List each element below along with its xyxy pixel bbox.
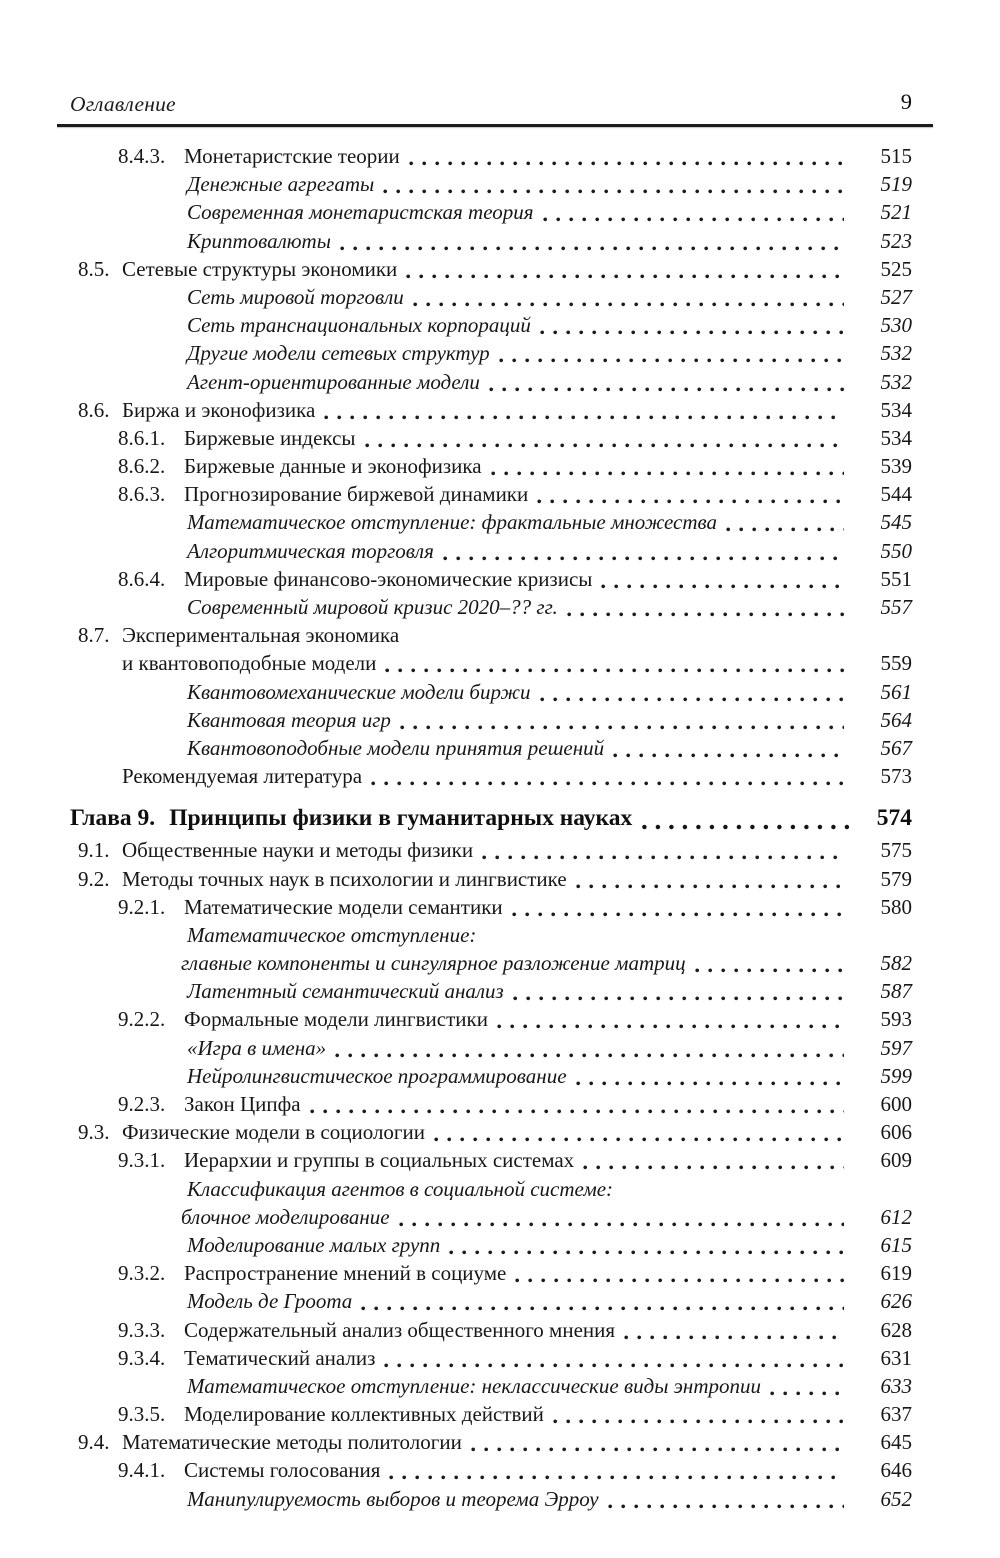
dot-leader	[553, 1400, 844, 1428]
entry-page: 551	[880, 566, 912, 591]
entry-title: Распространение мнений в социуме	[184, 1261, 507, 1286]
entry-page: 515	[880, 144, 912, 168]
dot-leader	[489, 368, 844, 396]
toc-entry	[0, 734, 912, 762]
toc-entry	[0, 1316, 912, 1344]
entry-title: Тематический анализ	[184, 1345, 376, 1370]
dot-leader	[613, 734, 844, 762]
entry-title: Криптовалюты	[187, 228, 331, 253]
entry-number: 9.4.1.	[118, 1458, 166, 1483]
entry-title: Математическое отступление: фрактальные множества	[187, 510, 717, 535]
entry-title: Содержательный анализ общественного мнения	[184, 1317, 616, 1342]
dot-leader	[406, 255, 844, 283]
dot-leader	[449, 1231, 844, 1259]
dot-leader	[482, 836, 844, 864]
toc-entry	[0, 706, 912, 734]
dot-leader	[537, 480, 844, 508]
entry-title: Квантовомеханические модели биржи	[187, 679, 531, 704]
dot-leader	[310, 1090, 844, 1118]
toc-entry	[0, 1400, 912, 1428]
entry-page: 523	[880, 228, 912, 253]
toc-entry	[0, 593, 912, 621]
toc-entry	[0, 255, 912, 283]
toc-entry	[0, 678, 912, 706]
dot-leader	[601, 565, 844, 593]
entry-page: 519	[880, 172, 912, 197]
toc-entry	[0, 142, 912, 170]
dot-leader	[434, 1118, 844, 1146]
dot-leader	[567, 593, 844, 621]
toc-entry	[0, 1428, 912, 1456]
entry-page	[864, 1175, 912, 1203]
toc-entry	[0, 424, 912, 452]
toc-entry	[0, 1203, 912, 1231]
entry-title: Модель де Гроота	[187, 1289, 353, 1314]
dot-leader	[624, 1316, 844, 1344]
dot-leader	[499, 339, 844, 367]
entry-title: Квантовоподобные модели принятия решений	[187, 735, 605, 760]
entry-page: 557	[880, 595, 912, 619]
entry-number: 9.3.5.	[118, 1402, 166, 1427]
toc-entry	[0, 977, 912, 1005]
entry-title: Другие модели сетевых структур	[187, 341, 490, 366]
toc-entry	[0, 452, 912, 480]
entry-page: 599	[880, 1063, 912, 1088]
entry-number: 9.1.	[78, 838, 110, 863]
entry-page: 521	[880, 200, 912, 225]
entry-page: 534	[880, 425, 912, 450]
entry-title: Закон Ципфа	[184, 1092, 301, 1116]
entry-page: 580	[880, 894, 912, 919]
entry-title: Современная монетаристская теория	[187, 200, 534, 225]
dot-leader	[583, 1146, 844, 1174]
entry-page: 628	[880, 1317, 912, 1342]
entry-number: Глава 9.	[70, 805, 156, 832]
entry-title: Биржевые индексы	[184, 425, 356, 450]
entry-number: 8.6.	[78, 397, 110, 422]
dot-leader	[515, 1259, 844, 1287]
entry-title: Манипулируемость выборов и теорема Эрроу	[187, 1486, 599, 1511]
entry-title: Прогнозирование биржевой динамики	[184, 482, 529, 507]
toc-entry	[0, 1146, 912, 1174]
entry-number: 9.2.3.	[118, 1092, 166, 1116]
entry-page: 530	[880, 313, 912, 338]
entry-page: 527	[880, 284, 912, 309]
dot-leader	[695, 949, 844, 977]
entry-page	[864, 921, 912, 949]
toc-entry	[0, 368, 912, 396]
toc-entry	[0, 762, 912, 790]
dot-leader	[340, 227, 844, 255]
entry-title: Экспериментальная экономика	[122, 623, 400, 648]
entry-number: 9.2.1.	[118, 894, 166, 919]
toc-entry	[0, 1034, 912, 1062]
toc-entry	[0, 311, 912, 339]
entry-page: 564	[880, 707, 912, 732]
toc-entry	[0, 1259, 912, 1287]
entry-page: 600	[880, 1092, 912, 1116]
entry-page: 561	[880, 679, 912, 704]
entry-title: Мировые финансово-экономические кризисы	[184, 566, 593, 591]
dot-leader	[365, 424, 844, 452]
toc-entry	[0, 565, 912, 593]
entry-page: 532	[880, 369, 912, 394]
toc-entry	[0, 396, 912, 424]
entry-number: 9.2.2.	[118, 1007, 166, 1032]
toc-entry	[0, 1456, 912, 1484]
dot-leader	[400, 706, 844, 734]
entry-page: 587	[880, 979, 912, 1004]
toc-entry	[0, 1062, 912, 1090]
dot-leader	[413, 283, 844, 311]
entry-number: 9.4.	[78, 1430, 110, 1455]
entry-title: Формальные модели лингвистики	[184, 1007, 488, 1032]
toc-entry	[0, 649, 912, 677]
entry-number: 8.6.1.	[118, 425, 166, 450]
entry-page: 645	[880, 1430, 912, 1455]
entry-page: 637	[880, 1402, 912, 1427]
entry-page: 597	[880, 1035, 912, 1060]
entry-page: 633	[880, 1373, 912, 1398]
entry-number: 8.4.3.	[118, 144, 166, 168]
entry-page: 539	[880, 454, 912, 479]
dot-leader	[383, 170, 844, 198]
entry-title: Принципы физики в гуманитарных науках	[169, 805, 633, 832]
entry-title: Общественные науки и методы физики	[122, 838, 474, 863]
dot-leader	[371, 762, 844, 790]
dot-leader	[770, 1372, 844, 1400]
dot-leader	[485, 921, 844, 949]
entry-number: 8.6.4.	[118, 566, 166, 591]
toc-chapter-heading	[0, 800, 912, 836]
entry-title: Математическое отступление: неклассические виды энтропии	[187, 1373, 762, 1398]
toc-entry	[0, 508, 912, 536]
entry-page: 609	[880, 1148, 912, 1173]
entry-page: 626	[880, 1289, 912, 1314]
entry-title: Латентный семантический анализ	[187, 979, 504, 1004]
entry-number: 9.3.	[78, 1120, 110, 1145]
toc-entry	[0, 1231, 912, 1259]
entry-page: 631	[880, 1345, 912, 1370]
entry-title: Математические модели семантики	[184, 894, 503, 919]
dot-leader	[389, 1456, 844, 1484]
entry-page: 606	[880, 1120, 912, 1145]
dot-leader	[576, 1062, 844, 1090]
entry-page: 525	[880, 256, 912, 281]
toc-entry	[0, 836, 912, 864]
toc-entry	[0, 283, 912, 311]
entry-title: Сеть транснациональных корпораций	[187, 313, 531, 338]
toc-entry	[0, 170, 912, 198]
entry-title: главные компоненты и сингулярное разложение матриц	[181, 951, 686, 976]
entry-title: Квантовая теория игр	[187, 707, 391, 732]
dot-leader	[540, 678, 844, 706]
toc-entry	[0, 865, 912, 893]
dot-leader	[409, 142, 844, 170]
toc-entry	[0, 1372, 912, 1400]
toc-entry	[0, 1090, 912, 1118]
toc-entry	[0, 227, 912, 255]
entry-number: 9.2.	[78, 866, 110, 891]
entry-page: 534	[880, 397, 912, 422]
entry-title: Методы точных наук в психологии и лингвистике	[122, 866, 567, 891]
entry-title: Монетаристские теории	[184, 144, 400, 168]
toc-entry	[0, 198, 912, 226]
entry-number: 9.3.3.	[118, 1317, 166, 1342]
entry-title: Алгоритмическая торговля	[187, 538, 434, 563]
entry-page: 619	[880, 1261, 912, 1286]
entry-title: Моделирование малых групп	[187, 1232, 441, 1257]
entry-page: 559	[880, 651, 912, 676]
entry-page: 582	[880, 951, 912, 976]
entry-page: 545	[880, 510, 912, 535]
dot-leader	[622, 1175, 844, 1203]
dot-leader	[399, 1203, 844, 1231]
entry-page: 615	[880, 1232, 912, 1257]
entry-number: 8.5.	[78, 256, 110, 281]
entry-title: Классификация агентов в социальной системе:	[187, 1176, 614, 1201]
dot-leader	[497, 1005, 844, 1033]
toc-entry	[0, 621, 912, 649]
entry-number: 8.7.	[78, 623, 110, 648]
dot-leader	[335, 1034, 844, 1062]
dot-leader	[408, 621, 844, 649]
entry-page: 579	[880, 866, 912, 891]
toc-entry	[0, 1175, 912, 1203]
entry-title: Биржа и эконофизика	[122, 397, 316, 422]
toc-entry	[0, 537, 912, 565]
toc-entry	[0, 893, 912, 921]
entry-page: 573	[880, 764, 912, 789]
entry-number: 9.3.1.	[118, 1148, 166, 1173]
entry-title: Агент-ориентированные модели	[187, 369, 480, 394]
dot-leader	[513, 977, 844, 1005]
entry-number: 9.3.2.	[118, 1261, 166, 1286]
toc-entry	[0, 921, 912, 949]
dot-leader	[491, 452, 844, 480]
entry-title: Сеть мировой торговли	[187, 284, 404, 309]
entry-title: Иерархии и группы в социальных системах	[184, 1148, 575, 1173]
dot-leader	[471, 1428, 844, 1456]
entry-page: 612	[880, 1204, 912, 1229]
running-header-title: Оглавление	[70, 92, 176, 116]
entry-page: 575	[880, 838, 912, 863]
entry-title: Денежные агрегаты	[187, 172, 375, 197]
entry-page: 593	[880, 1007, 912, 1032]
dot-leader	[512, 893, 844, 921]
header-page-number: 9	[900, 89, 912, 114]
toc-entry	[0, 1344, 912, 1372]
entry-title: Математические методы политологии	[122, 1430, 462, 1455]
entry-title: Современный мировой кризис 2020–?? гг.	[187, 595, 558, 619]
toc-entry	[0, 1005, 912, 1033]
dot-leader	[576, 865, 844, 893]
toc-entry	[0, 949, 912, 977]
entry-page: 646	[880, 1458, 912, 1483]
entry-number: 9.3.4.	[118, 1345, 166, 1370]
dot-leader	[543, 198, 844, 226]
entry-number: 8.6.2.	[118, 454, 166, 479]
dot-leader	[361, 1287, 844, 1315]
toc-entry	[0, 339, 912, 367]
toc-entry	[0, 1287, 912, 1315]
entry-page: 532	[880, 341, 912, 366]
entry-page	[864, 621, 912, 649]
toc-entry	[0, 480, 912, 508]
dot-leader	[726, 508, 844, 536]
dot-leader	[384, 1344, 844, 1372]
entry-title: Физические модели в социологии	[122, 1120, 426, 1145]
dot-leader	[642, 800, 858, 836]
toc-entry	[0, 1118, 912, 1146]
entry-title: Биржевые данные и эконофизика	[184, 454, 482, 479]
entry-title: Рекомендуемая литература	[122, 764, 363, 789]
entry-title: Сетевые структуры экономики	[122, 256, 398, 281]
entry-page: 544	[880, 482, 912, 507]
entry-page: 574	[876, 805, 912, 832]
entry-title: и квантовоподобные модели	[122, 651, 377, 676]
entry-page: 550	[880, 538, 912, 563]
dot-leader	[443, 537, 844, 565]
entry-number: 8.6.3.	[118, 482, 166, 507]
dot-leader	[608, 1485, 844, 1513]
dot-leader	[385, 649, 844, 677]
entry-title: «Игра в имена»	[187, 1035, 327, 1060]
entry-title: Моделирование коллективных действий	[184, 1402, 544, 1427]
entry-page: 567	[880, 735, 912, 760]
table-of-contents	[0, 142, 912, 1513]
entry-title: Системы голосования	[184, 1458, 381, 1483]
entry-title: Математическое отступление:	[187, 922, 477, 947]
dot-leader	[324, 396, 844, 424]
header-rule	[57, 124, 933, 127]
entry-page: 652	[880, 1486, 912, 1511]
entry-title: Нейролингвистическое программирование	[187, 1063, 567, 1088]
entry-title: блочное моделирование	[181, 1204, 390, 1229]
dot-leader	[540, 311, 844, 339]
toc-entry	[0, 1485, 912, 1513]
